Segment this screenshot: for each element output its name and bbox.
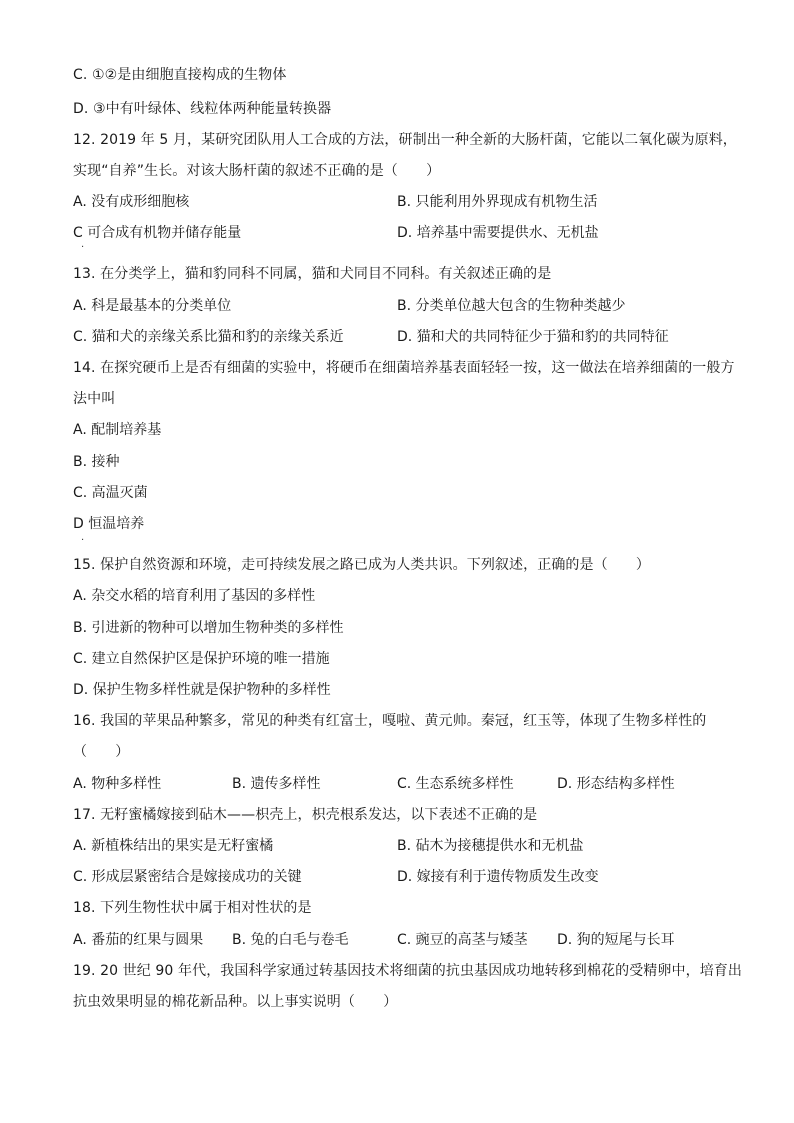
q17-stem: 17. 无籽蜜橘嫁接到砧木——枳壳上，枳壳根系发达，以下表述不正确的是 bbox=[73, 807, 538, 823]
q18-option-c: C. 豌豆的高茎与矮茎 bbox=[397, 932, 528, 948]
q18-option-a: A. 番茄的红果与圆果 bbox=[73, 932, 204, 948]
q13-option-c: C. 猫和犬的亲缘关系比猫和豹的亲缘关系近 bbox=[73, 329, 344, 345]
q16-stem-line1: 16. 我国的苹果品种繁多，常见的种类有红富士，嘎啦、黄元帅。秦冠，红玉等，体现了生物多样性的 bbox=[73, 713, 707, 729]
q12-stem-line1: 12. 2019 年 5 月，某研究团队用人工合成的方法，研制出一种全新的大肠杆菌，它能以二氧化碳为原料， bbox=[73, 132, 737, 148]
q17-option-b: B. 砧木为接穗提供水和无机盐 bbox=[397, 838, 584, 854]
q16-option-d: D. 形态结构多样性 bbox=[557, 776, 675, 792]
q17-option-c: C. 形成层紧密结合是嫁接成功的关键 bbox=[73, 869, 302, 885]
q14-option-c: C. 高温灭菌 bbox=[73, 485, 148, 501]
q15-option-c: C. 建立自然保护区是保护环境的唯一措施 bbox=[73, 651, 330, 667]
q11-option-d: D. ③中有叶绿体、线粒体两种能量转换器 bbox=[73, 101, 332, 117]
q12-option-a: A. 没有成形细胞核 bbox=[73, 194, 190, 210]
q13-option-d: D. 猫和犬的共同特征少于猫和豹的共同特征 bbox=[397, 329, 669, 345]
q14-option-a: A. 配制培养基 bbox=[73, 422, 162, 438]
q16-stem-line2: （ ） bbox=[73, 744, 130, 760]
q12-option-c: C 可合成有机物并储存能量 bbox=[73, 225, 242, 241]
q15-option-a: A. 杂交水稻的培育利用了基因的多样性 bbox=[73, 588, 316, 604]
q14-stem-line1: 14. 在探究硬币上是否有细菌的实验中，将硬币在细菌培养基表面轻轻一按，这一做法在培养细菌的一般方 bbox=[73, 360, 735, 376]
q15-option-d: D. 保护生物多样性就是保护物种的多样性 bbox=[73, 682, 331, 698]
q17-option-a: A. 新植株结出的果实是无籽蜜橘 bbox=[73, 838, 274, 854]
q13-option-a: A. 科是最基本的分类单位 bbox=[73, 298, 232, 314]
q12-stem-line2: 实现“自养”生长。对该大肠杆菌的叙述不正确的是（ ） bbox=[73, 163, 441, 179]
q18-option-d: D. 狗的短尾与长耳 bbox=[557, 932, 675, 948]
q13-option-b: B. 分类单位越大包含的生物种类越少 bbox=[397, 298, 626, 314]
stray-dot-mark: . bbox=[81, 239, 85, 250]
q12-option-d: D. 培养基中需要提供水、无机盐 bbox=[397, 225, 599, 241]
q14-stem-line2: 法中叫 bbox=[73, 391, 116, 407]
stray-dot-mark: . bbox=[81, 532, 85, 543]
q17-option-d: D. 嫁接有利于遗传物质发生改变 bbox=[397, 869, 599, 885]
q14-option-d: D 恒温培养 bbox=[73, 516, 145, 532]
q18-option-b: B. 兔的白毛与卷毛 bbox=[232, 932, 349, 948]
q15-option-b: B. 引进新的物种可以增加生物种类的多样性 bbox=[73, 620, 344, 636]
q18-stem: 18. 下列生物性状中属于相对性状的是 bbox=[73, 900, 312, 916]
q14-option-b: B. 接种 bbox=[73, 454, 120, 470]
q12-option-b: B. 只能利用外界现成有机物生活 bbox=[397, 194, 598, 210]
q19-stem-line1: 19. 20 世纪 90 年代，我国科学家通过转基因技术将细菌的抗虫基因成功地转移到棉花的受精卵中，培育出 bbox=[73, 963, 742, 979]
q16-option-b: B. 遗传多样性 bbox=[232, 776, 321, 792]
q13-stem: 13. 在分类学上，猫和豹同科不同属，猫和犬同目不同科。有关叙述正确的是 bbox=[73, 266, 552, 282]
q11-option-c: C. ①②是由细胞直接构成的生物体 bbox=[73, 67, 287, 83]
q16-option-c: C. 生态系统多样性 bbox=[397, 776, 514, 792]
q16-option-a: A. 物种多样性 bbox=[73, 776, 162, 792]
q15-stem: 15. 保护自然资源和环境，走可持续发展之路已成为人类共识。下列叙述，正确的是（ ） bbox=[73, 557, 651, 573]
q19-stem-line2: 抗虫效果明显的棉花新品种。以上事实说明（ ） bbox=[73, 994, 398, 1010]
